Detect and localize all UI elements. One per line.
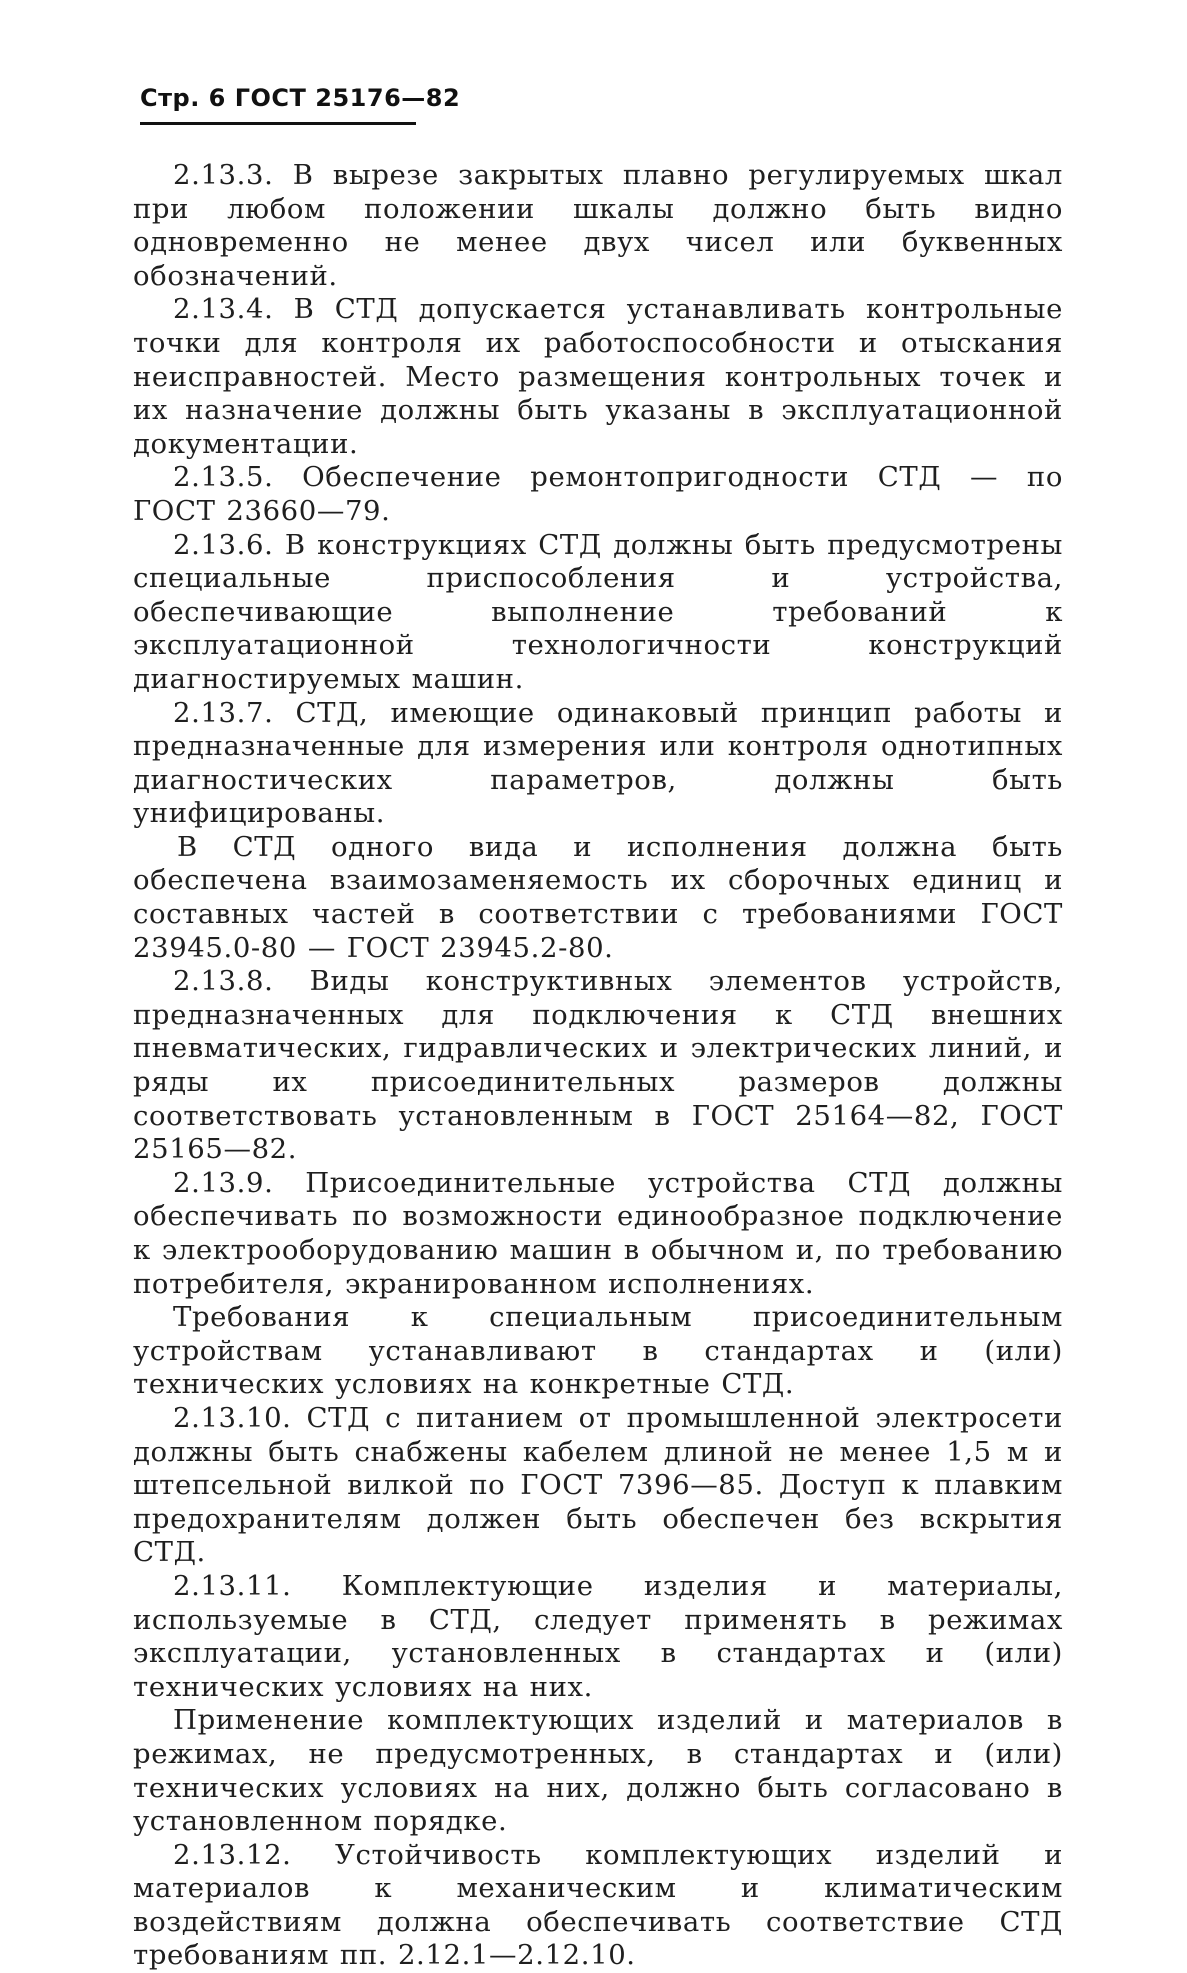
paragraph-2-13-7: 2.13.7. СТД, имеющие одинаковый принцип работы и предназначенные для измерения или контроля однотипных диагностических параметров, должны быть унифицированы. — [133, 696, 1063, 830]
paragraph-2-13-8: 2.13.8. Виды конструктивных элементов устройств, предназначенных для подключения к СТД внешних пневматических, гидравлических и электрических линий, и ряды их присоединительных размеров должны соответствовать установленным в ГОСТ 25164—82, ГОСТ 25165—82. — [133, 965, 1063, 1166]
paragraph-2-13-4: 2.13.4. В СТД допускается устанавливать контрольные точки для контроля их работоспособности и отыскания неисправностей. Место размещения контрольных точек и их назначение должны быть указаны в эксплуатационной документации. — [133, 293, 1063, 460]
paragraph-2-13-11-cont: Применение комплектующих изделий и материалов в режимах, не предусмотренных, в стандартах и (или) технических условиях на них, должно быть согласовано в установленном порядке. — [133, 1704, 1063, 1838]
header-rule — [140, 122, 416, 125]
paragraph-2-13-10: 2.13.10. СТД с питанием от промышленной электросети должны быть снабжены кабелем длиной не менее 1,5 м и штепсельной вилкой по ГОСТ 7396—85. Доступ к плавким предохранителям должен быть обеспечен без вскрытия СТД. — [133, 1401, 1063, 1569]
paragraph-2-13-9: 2.13.9. Присоединительные устройства СТД должны обеспечивать по возможности единообразное подключение к электрооборудованию машин в обычном и, по требованию потребителя, экранированном исполнениях. — [133, 1166, 1063, 1300]
paragraph-2-13-3: 2.13.3. В вырезе закрытых плавно регулируемых шкал при любом положении шкалы должно быть видно одновременно не менее двух чисел или буквенных обозначений. — [133, 159, 1063, 292]
body-text — [133, 159, 1063, 1973]
paragraph-2-13-6: 2.13.6. В конструкциях СТД должны быть предусмотрены специальные приспособления и устройства, обеспечивающие выполнение требований к эксплуатационной технологичности конструкций диагностируемых машин. — [133, 528, 1063, 695]
paragraph-2-13-7-cont: В СТД одного вида и исполнения должна быть обеспечена взаимозаменяемость их сборочных единиц и составных частей в соответствии с требованиями ГОСТ 23945.0-80 — ГОСТ 23945.2-80. — [133, 830, 1063, 964]
page-header: Стр. 6 ГОСТ 25176—82 — [140, 84, 461, 112]
paragraph-2-13-12: 2.13.12. Устойчивость комплектующих изделий и материалов к механическим и климатическим воздействиям должна обеспечивать соответствие СТД требованиям пп. 2.12.1—2.12.10. — [133, 1838, 1063, 1972]
paragraph-2-13-9-cont: Требования к специальным присоединительным устройствам устанавливают в стандартах и (или) технических условиях на конкретные СТД. — [133, 1301, 1063, 1401]
paragraph-2-13-11: 2.13.11. Комплектующие изделия и материалы, используемые в СТД, следует применять в режимах эксплуатации, установленных в стандартах и (или) технических условиях на них. — [133, 1569, 1063, 1703]
paragraph-2-13-5: 2.13.5. Обеспечение ремонтопригодности СТД — по ГОСТ 23660—79. — [133, 461, 1063, 527]
